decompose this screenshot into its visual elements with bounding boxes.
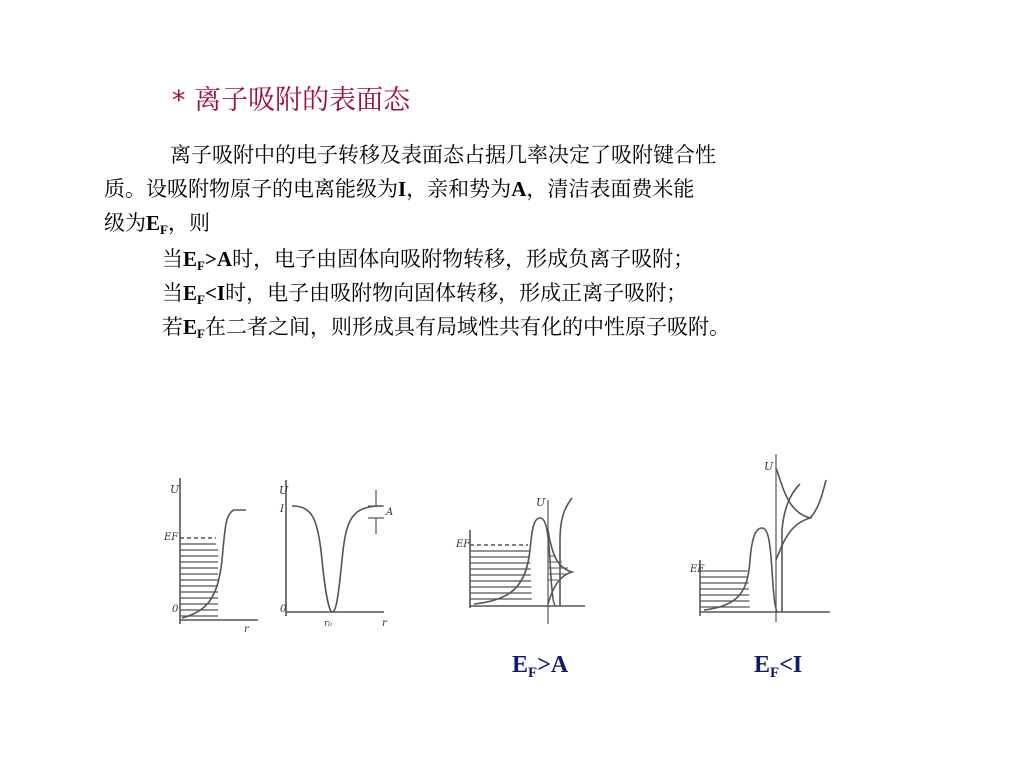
label-origin-2: 0 [280,604,287,615]
diagram-2 [286,480,384,616]
intro-text-2b: ，亲和势为 [406,177,512,201]
intro-text-2a: 质。设吸附物原子的电离能级为 [104,177,398,201]
caption-relation: <I [779,652,803,678]
symbol-E: E [183,281,198,305]
intro-text-2c: ，清洁表面费米能 [526,177,695,201]
filled-states-1 [180,544,222,616]
adsorbate-level-4 [776,468,810,560]
symbol-E: E [146,211,161,235]
symbol-F-sub: F [197,258,205,273]
caption-E: E [512,652,529,678]
label-EF-3: EF [456,539,471,550]
case-prefix: 当 [162,281,183,305]
potential-curve-2 [292,506,382,612]
adsorbate-tail-4 [810,480,826,518]
intro-text-3a: 级为 [104,211,146,235]
label-U-2: U [279,484,289,497]
caption-ef-greater-a [512,652,568,682]
caption-ef-less-i [754,652,802,682]
intro-text-3b: ，则 [167,211,210,235]
section-title: * 离子吸附的表面态 [172,85,411,116]
label-r0: r₀ [324,619,332,629]
label-origin-1: 0 [172,604,179,615]
label-EF-4: EF [690,564,705,575]
label-U-1: U [170,483,180,496]
case-text: 在二者之间，则形成具有局域性共有化的中性原子吸附。 [204,315,730,339]
caption-relation: >A [537,652,569,678]
symbol-F-sub: F [197,292,205,307]
potential-curve-4 [704,528,778,612]
case-prefix: 当 [162,247,183,271]
intro-text-1: 离子吸附中的电子转移及表面态占据几率决定了吸附键合性 [170,143,716,167]
label-U-4: U [764,460,774,473]
diagram-1 [180,478,258,624]
label-U-3: U [536,496,546,509]
diagram-4 [700,454,830,622]
symbol-F-sub: F [160,222,168,237]
filled-states-3 [470,551,535,599]
potential-curve-3b [560,498,572,606]
case-prefix: 若 [162,315,183,339]
diagram-3 [470,498,585,624]
symbol-A: A [511,177,527,201]
label-r-1: r [244,624,249,635]
caption-F-sub: F [770,665,780,681]
potential-curve-1 [182,510,246,618]
case-text: 时，电子由固体向吸附物转移，形成负离子吸附； [232,247,695,271]
symbol-E: E [183,247,198,271]
filled-states-4 [700,571,752,607]
symbol-E: E [183,315,198,339]
label-I: I [280,504,284,515]
label-A: A [386,507,394,518]
label-EF-1: EF [164,532,179,543]
label-r-2: r [382,618,387,629]
case-condition: >A [204,247,233,271]
symbol-I: I [398,177,407,201]
case-condition: <I [204,281,226,305]
case-text: 时，电子由吸附物向固体转移，形成正离子吸附； [225,281,688,305]
caption-E: E [754,652,771,678]
symbol-F-sub: F [197,326,205,341]
caption-F-sub: F [528,665,538,681]
